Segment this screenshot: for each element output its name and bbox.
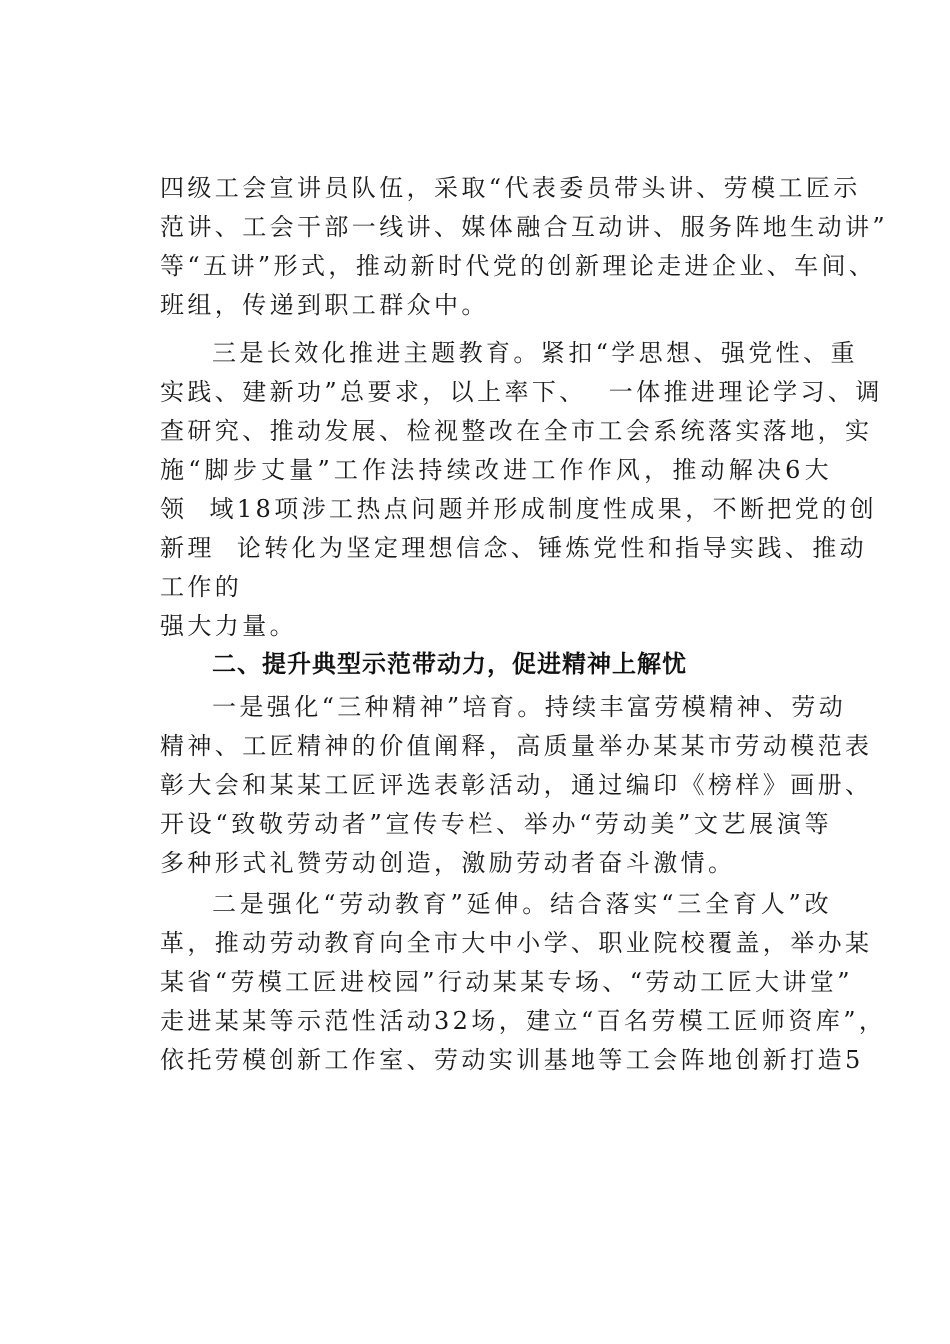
text-line: 工作的 xyxy=(160,573,243,601)
text-line: 一是强化“三种精神”培育。持续丰富劳模精神、劳动 xyxy=(212,693,847,721)
text-line: 查研究、推动发展、检视整改在全市工会系统落实落地，实 xyxy=(160,417,873,445)
paragraph-continuation xyxy=(160,169,889,325)
text-line: 二是强化“劳动教育”延伸。结合落实“三全育人”改 xyxy=(212,890,832,918)
text-line: 某省“劳模工匠进校园”行动某某专场、“劳动工匠大讲堂” xyxy=(160,968,853,996)
text-line: 等“五讲”形式，推动新时代党的创新理论走进企业、车间、 xyxy=(160,252,877,280)
text-line: 新理 论转化为坚定理想信念、锤炼党性和指导实践、推动 xyxy=(160,534,868,562)
paragraph-two xyxy=(160,885,887,1080)
text-line: 走进某某等示范性活动32场，建立“百名劳模工匠师资库”， xyxy=(160,1007,887,1035)
text-line: 彰大会和某某工匠评选表彰活动，通过编印《榜样》画册、 xyxy=(160,771,873,799)
text-line: 班组，传递到职工群众中。 xyxy=(160,291,489,319)
text-line: 精神、工匠精神的价值阐释，高质量举办某某市劳动模范表 xyxy=(160,732,873,760)
text-line: 多种形式礼赞劳动创造，激励劳动者奋斗激情。 xyxy=(160,849,736,877)
text-line: 三是长效化推进主题教育。紧扣“学思想、强党性、重 xyxy=(212,339,858,367)
text-line: 革，推动劳动教育向全市大中小学、职业院校覆盖，举办某 xyxy=(160,929,873,957)
text-line: 强大力量。 xyxy=(160,612,297,640)
text-line: 领 域18项涉工热点问题并形成制度性成果，不断把党的创 xyxy=(160,495,877,523)
paragraph-one xyxy=(160,688,873,883)
text-line: 依托劳模创新工作室、劳动实训基地等工会阵地创新打造5 xyxy=(160,1046,864,1074)
paragraph-three xyxy=(160,334,883,646)
text-line: 开设“致敬劳动者”宣传专栏、举办“劳动美”文艺展演等 xyxy=(160,810,832,838)
text-line: 实践、建新功”总要求，以上率下、 一体推进理论学习、调 xyxy=(160,378,883,406)
text-line: 施“脚步丈量”工作法持续改进工作作风，推动解决6大 xyxy=(160,456,832,484)
text-line: 范讲、工会干部一线讲、媒体融合互动讲、服务阵地生动讲” xyxy=(160,213,889,241)
text-line: 四级工会宣讲员队伍，采取“代表委员带头讲、劳模工匠示 xyxy=(160,174,861,202)
section-heading: 二、提升典型示范带动力，促进精神上解忧 xyxy=(212,650,687,678)
